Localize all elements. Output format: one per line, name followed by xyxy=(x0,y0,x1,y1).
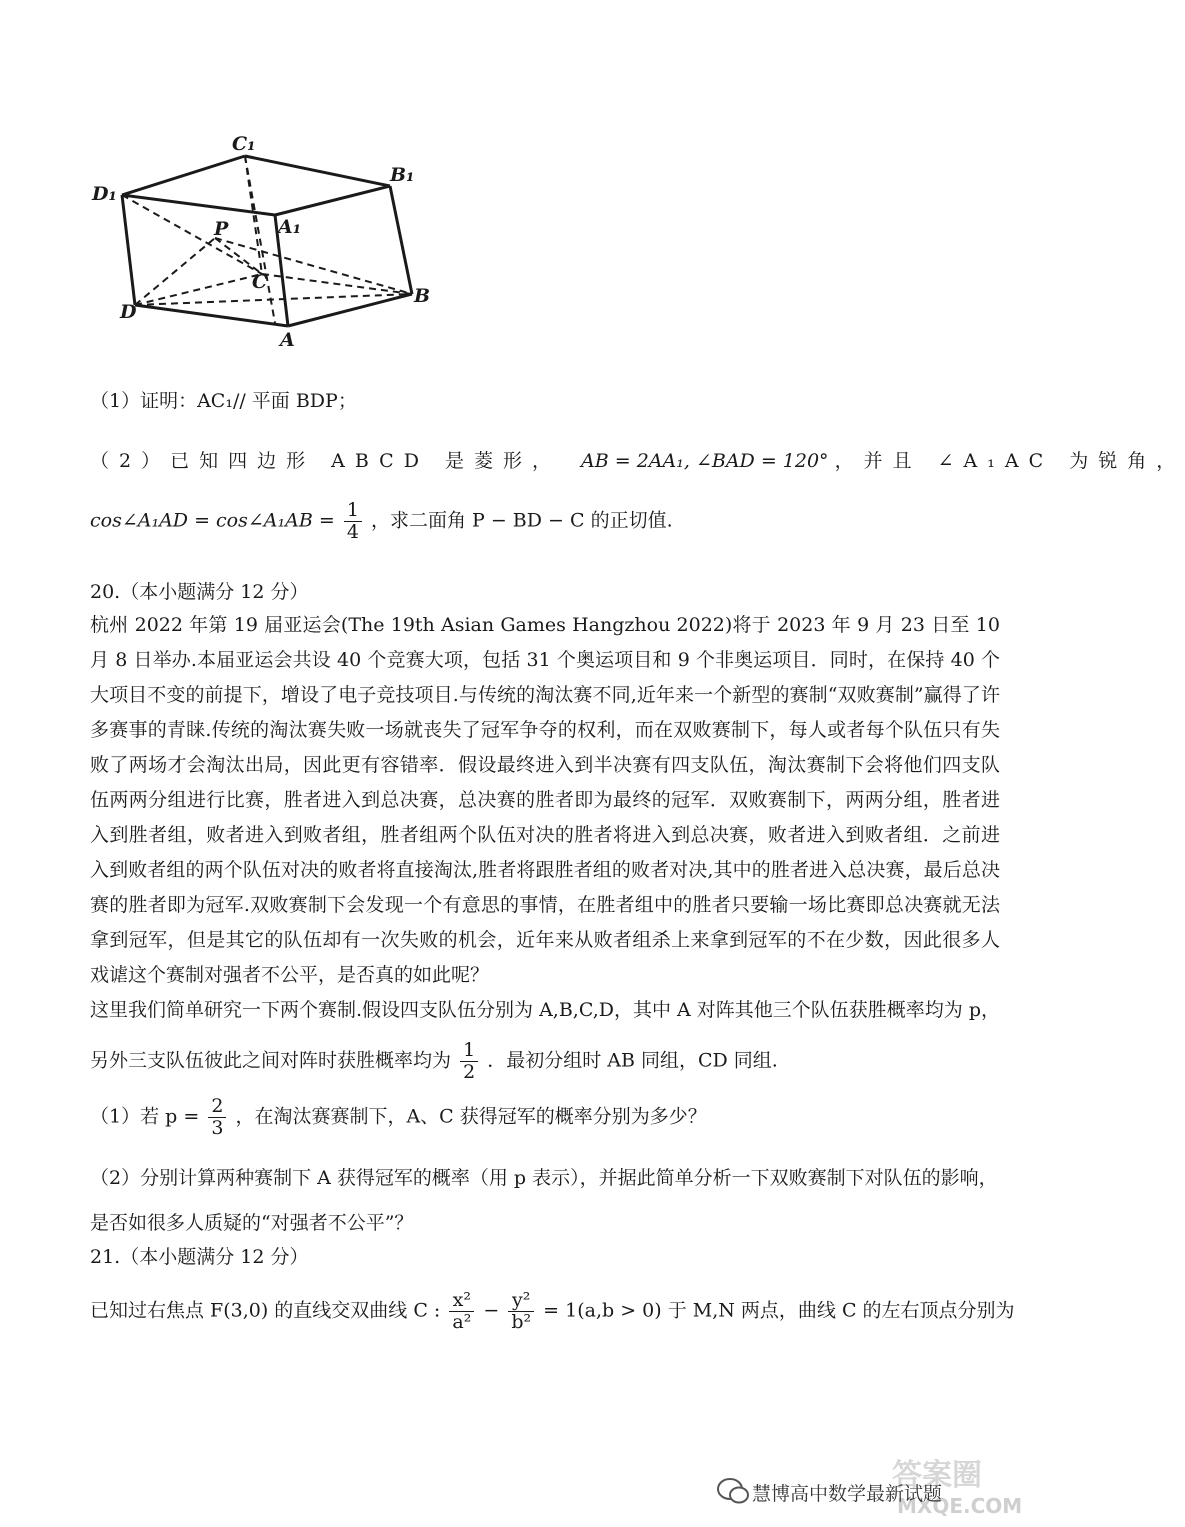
q19-part2-intro: （2）已知四边形 ABCD 是菱形， xyxy=(90,450,561,472)
q19-part1: （1）证明：AC₁// 平面 BDP； xyxy=(90,390,357,412)
q19-part2-tail: ，并且 ∠A₁AC 为锐角， xyxy=(834,450,1185,472)
q21-y-den: b² xyxy=(511,1310,532,1333)
q21-tail: = 1(a,b > 0) 于 M,N 两点，曲线 C 的左右顶点分别为 xyxy=(543,1299,1015,1322)
q20-part2: （2）分别计算两种赛制下 A 获得冠军的概率（用 p 表示），并据此简单分析一下双败赛制下对队伍的影响， xyxy=(90,1167,998,1189)
label-d1: D₁ xyxy=(92,183,117,205)
wechat-icon xyxy=(718,1479,748,1503)
label-a1: A₁ xyxy=(278,216,302,238)
watermark xyxy=(712,1451,1042,1518)
label-p: P xyxy=(214,218,229,240)
q19-fraction xyxy=(344,500,362,543)
q20-part1 xyxy=(90,1096,707,1139)
q20-half-num: 1 xyxy=(460,1040,478,1062)
q20-other-teams xyxy=(90,1040,778,1083)
q20-part2-cont: 是否如很多人质疑的“对强者不公平”？ xyxy=(90,1212,414,1234)
q20-p-num: 2 xyxy=(208,1096,226,1118)
q19-part2 xyxy=(90,446,1185,473)
label-c1: C₁ xyxy=(232,133,256,155)
q21-y-fraction xyxy=(508,1290,534,1333)
watermark-logo-mark: 答案圈 xyxy=(892,1458,982,1493)
q20-header: 20.（本小题满分 12 分） xyxy=(90,581,309,603)
parallelepiped-diagram xyxy=(80,118,440,368)
q19-part2-condition: AB = 2AA₁, ∠BAD = 120° xyxy=(581,450,829,472)
q21-x-den: a² xyxy=(452,1310,472,1333)
q20-other-tail: ．最初分组时 AB 同组，CD 同组. xyxy=(487,1049,778,1072)
q19-part3-tail: ，求二面角 P − BD − C 的正切值. xyxy=(370,509,673,532)
label-a: A xyxy=(280,329,295,351)
q21-pre: 已知过右焦点 F(3,0) 的直线交双曲线 C : xyxy=(90,1299,441,1322)
q20-p-den: 3 xyxy=(211,1116,224,1139)
q20-half-den: 2 xyxy=(463,1060,476,1083)
watermark-text: 慧博高中数学最新试题 xyxy=(752,1483,943,1505)
q21-y-num: y² xyxy=(508,1290,534,1312)
q20-body: 杭州 2022 年第 19 届亚运会(The 19th Asian Games Hangzhou 2022)将于 2023 年 9 月 23 日至 10 月 8 日举办.本届亚运会共设 40 个竞赛大项，包括 31 个奥运项目和 9 个非奥运项目．同时，在保持 40 个大项目不变的前提下，增设了电子竞技项目.与传统的淘汰赛不同,近年来一个新型的赛制“双败赛制”赢得了许多赛事的青睐.传统的淘汰赛失败一场就丧失了冠军争夺的权利，而在双败赛制下，每人或者每个队伍只有失败了两场才会淘汰出局，因此更有容错率．假设最终进入到半决赛有四支队伍，淘汰赛制下会将他们四支队伍两两分组进行比赛，胜者进入到总决赛，总决赛的胜者即为最终的冠军．双败赛制下，两两分组，胜者进入到胜者组，败者进入到败者组，胜者组两个队伍对决的胜者将进入到总决赛，败者进入到败者组．之前进入到败者组的两个队伍对决的败者将直接淘汰,胜者将跟胜者组的败者对决,其中的胜者进入总决赛，最后总决赛的胜者即为冠军.双败赛制下会发现一个有意思的事情，在胜者组中的胜者只要输一场比赛即总决赛就无法拿到冠军，但是其它的队伍却有一次失败的机会，近年来从败者组杀上来拿到冠军的不在少数，因此很多人戏谑这个赛制对强者不公平，是否真的如此呢？ xyxy=(90,614,1000,986)
label-c: C xyxy=(252,271,268,293)
q20-part1-tail: ，在淘汰赛赛制下，A、C 获得冠军的概率分别为多少？ xyxy=(235,1105,707,1128)
watermark-logo-text: MXQE.COM xyxy=(897,1494,1023,1518)
q19-part3 xyxy=(90,500,673,543)
q20-study: 这里我们简单研究一下两个赛制.假设四支队伍分别为 A,B,C,D，其中 A 对阵其他三个队伍获胜概率均为 p， xyxy=(90,999,1000,1021)
q21-x-fraction xyxy=(449,1290,474,1333)
q21-x-num: x² xyxy=(449,1290,474,1312)
q21-minus: − xyxy=(483,1299,500,1322)
parallelepiped-figure xyxy=(80,118,440,368)
q20-half-fraction xyxy=(460,1040,478,1083)
q20-part1-pre: （1）若 p = xyxy=(90,1105,200,1128)
q20-p-fraction xyxy=(208,1096,226,1139)
q21-text xyxy=(90,1290,1015,1333)
label-d: D xyxy=(120,301,137,323)
q21-header: 21.（本小题满分 12 分） xyxy=(90,1246,309,1268)
q19-frac-num: 1 xyxy=(344,500,362,522)
label-b1: B₁ xyxy=(390,164,415,186)
q20-other-pre: 另外三支队伍彼此之间对阵时获胜概率均为 xyxy=(90,1049,452,1072)
label-b: B xyxy=(414,285,431,307)
q19-frac-den: 4 xyxy=(346,520,359,543)
q19-cos-expression: cos∠A₁AD = cos∠A₁AB = xyxy=(90,509,335,532)
